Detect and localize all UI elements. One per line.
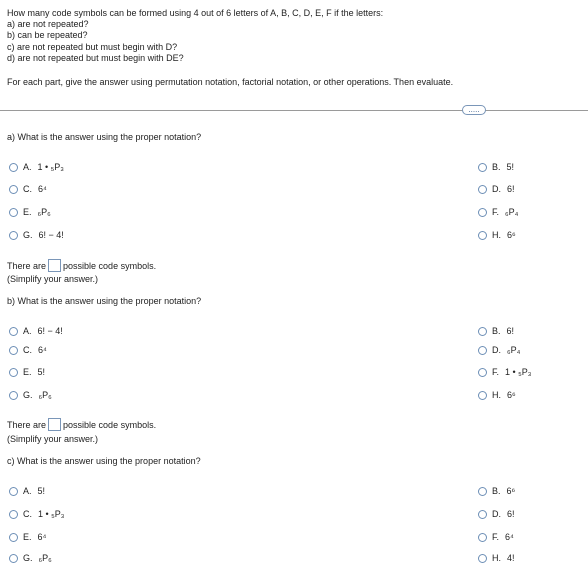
instruction-text: For each part, give the answer using permutation notation, factorial notation, or other operations. Then evaluate. (7, 77, 454, 87)
radio-button[interactable] (9, 391, 18, 400)
part-a-option-d[interactable]: D. 6! (478, 183, 515, 195)
radio-button[interactable] (9, 487, 18, 496)
part-b-answer-line: There are possible code symbols. (7, 419, 157, 430)
radio-button[interactable] (9, 510, 18, 519)
question-line-1: How many code symbols can be formed using 4 out of 6 letters of A, B, C, D, E, F if the letters: (7, 8, 384, 18)
radio-button[interactable] (9, 533, 18, 542)
radio-button[interactable] (478, 391, 487, 400)
part-b-option-f[interactable]: F. 1 • ₅P₃ (478, 366, 531, 378)
part-b-option-h[interactable]: H. 6⁶ (478, 389, 516, 401)
part-c-option-e[interactable]: E. 6⁴ (9, 531, 46, 543)
part-a-option-e[interactable]: E. ₆P₆ (9, 206, 51, 218)
radio-button[interactable] (9, 163, 18, 172)
radio-button[interactable] (478, 327, 487, 336)
part-b-answer-input[interactable] (48, 418, 61, 431)
radio-button[interactable] (478, 368, 487, 377)
more-button[interactable]: ..... (462, 105, 486, 115)
question-line-4: c) are not repeated but must begin with D? (7, 42, 178, 52)
radio-button[interactable] (9, 368, 18, 377)
question-line-2: a) are not repeated? (7, 19, 89, 29)
radio-button[interactable] (478, 231, 487, 240)
part-a-option-c[interactable]: C. 6⁴ (9, 183, 47, 195)
radio-button[interactable] (478, 487, 487, 496)
radio-button[interactable] (9, 327, 18, 336)
divider (0, 110, 588, 111)
part-a-option-f[interactable]: F. ₆P₄ (478, 206, 518, 218)
part-c-option-c[interactable]: C. 1 • ₅P₃ (9, 508, 64, 520)
part-a-hint: (Simplify your answer.) (7, 274, 99, 284)
part-c-option-h[interactable]: H. 4! (478, 552, 515, 564)
radio-button[interactable] (9, 208, 18, 217)
question-line-3: b) can be repeated? (7, 30, 88, 40)
radio-button[interactable] (9, 346, 18, 355)
part-a-answer-line: There are possible code symbols. (7, 260, 157, 271)
radio-button[interactable] (478, 185, 487, 194)
radio-button[interactable] (478, 346, 487, 355)
part-b-option-b[interactable]: B. 6! (478, 325, 514, 337)
radio-button[interactable] (478, 163, 487, 172)
part-c-option-f[interactable]: F. 6⁴ (478, 531, 514, 543)
radio-button[interactable] (9, 185, 18, 194)
part-b-option-a[interactable]: A. 6! − 4! (9, 325, 63, 337)
part-a-option-a[interactable]: A. 1 • ₅P₃ (9, 161, 64, 173)
question-line-5: d) are not repeated but must begin with DE? (7, 53, 184, 63)
part-b-option-e[interactable]: E. 5! (9, 366, 45, 378)
part-b-option-c[interactable]: C. 6⁴ (9, 344, 47, 356)
part-c-option-a[interactable]: A. 5! (9, 485, 45, 497)
part-a-option-b[interactable]: B. 5! (478, 161, 514, 173)
part-a-option-g[interactable]: G. 6! − 4! (9, 229, 64, 241)
radio-button[interactable] (478, 554, 487, 563)
part-c-option-d[interactable]: D. 6! (478, 508, 515, 520)
part-b-prompt: b) What is the answer using the proper notation? (7, 296, 202, 306)
part-a-answer-input[interactable] (48, 259, 61, 272)
radio-button[interactable] (478, 533, 487, 542)
radio-button[interactable] (9, 554, 18, 563)
radio-button[interactable] (9, 231, 18, 240)
part-c-option-g[interactable]: G. ₆P₆ (9, 552, 52, 564)
part-b-option-g[interactable]: G. ₆P₆ (9, 389, 52, 401)
part-b-option-d[interactable]: D. ₆P₄ (478, 344, 520, 356)
part-a-prompt: a) What is the answer using the proper notation? (7, 132, 202, 142)
part-b-hint: (Simplify your answer.) (7, 434, 99, 444)
radio-button[interactable] (478, 208, 487, 217)
part-c-option-b[interactable]: B. 6⁶ (478, 485, 515, 497)
part-a-option-h[interactable]: H. 6⁶ (478, 229, 516, 241)
part-c-prompt: c) What is the answer using the proper notation? (7, 456, 201, 466)
radio-button[interactable] (478, 510, 487, 519)
